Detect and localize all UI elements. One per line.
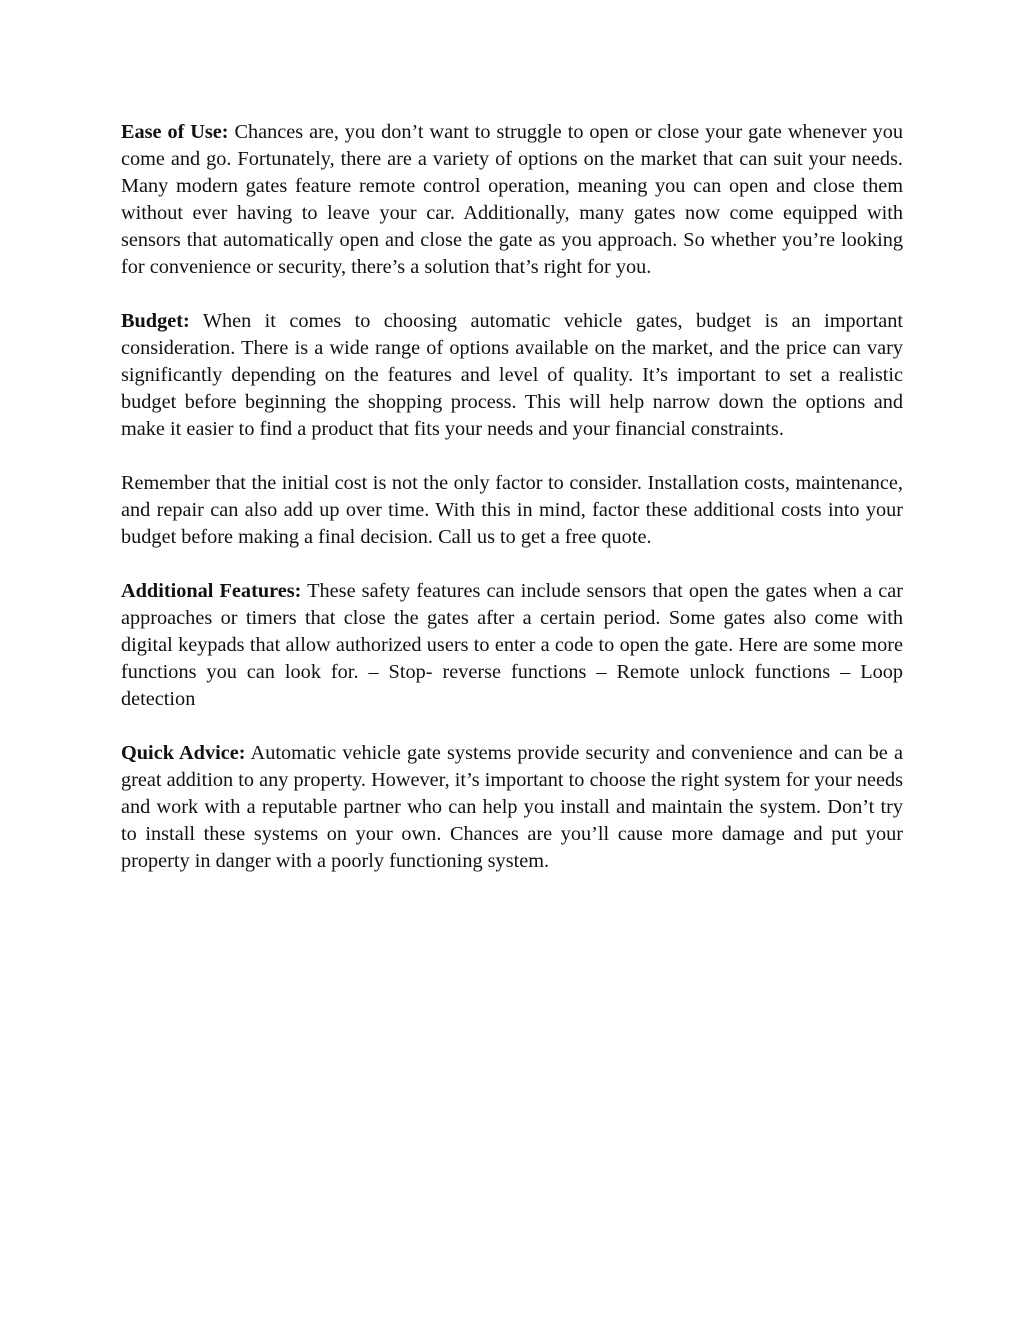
document-body <box>121 119 903 875</box>
paragraph-heading: Budget: <box>121 310 190 332</box>
paragraph-quick-advice <box>121 740 903 875</box>
paragraph-budget <box>121 308 903 443</box>
paragraph-heading: Ease of Use: <box>121 121 229 143</box>
paragraph-text: When it comes to choosing automatic vehicle gates, budget is an important consideration. There is a wide range of options available on the market, and the price can vary significantly depending on the features and level of quality. It’s important to set a realistic budget before beginning the shopping process. This will help narrow down the options and make it easier to find a product that fits your needs and your financial constraints. <box>121 310 903 440</box>
paragraph-heading: Additional Features: <box>121 580 302 602</box>
paragraph-additional-features <box>121 578 903 713</box>
paragraph-text: Remember that the initial cost is not the only factor to consider. Installation costs, maintenance, and repair can also add up over time. With this in mind, factor these additional costs into your budget before making a final decision. Call us to get a free quote. <box>121 472 903 548</box>
paragraph-text: Chances are, you don’t want to struggle to open or close your gate whenever you come and go. Fortunately, there are a variety of options on the market that can suit your needs. Many modern gates feature remote control operation, meaning you can open and close them without ever having to leave your car. Additionally, many gates now come equipped with sensors that automatically open and close the gate as you approach. So whether you’re looking for convenience or security, there’s a solution that’s right for you. <box>121 121 903 278</box>
paragraph-text: Automatic vehicle gate systems provide security and convenience and can be a great addition to any property. However, it’s important to choose the right system for your needs and work with a reputable partner who can help you install and maintain the system. Don’t try to install these systems on your own. Chances are you’ll cause more damage and put your property in danger with a poorly functioning system. <box>121 742 903 872</box>
paragraph-ease-of-use <box>121 119 903 281</box>
paragraph-heading: Quick Advice: <box>121 742 246 764</box>
paragraph-text: These safety features can include sensors that open the gates when a car approaches or timers that close the gates after a certain period. Some gates also come with digital keypads that allow authorized users to enter a code to open the gate. Here are some more functions you can look for. – Stop- reverse functions – Remote unlock functions – Loop detection <box>121 580 903 710</box>
paragraph-remember <box>121 470 903 551</box>
